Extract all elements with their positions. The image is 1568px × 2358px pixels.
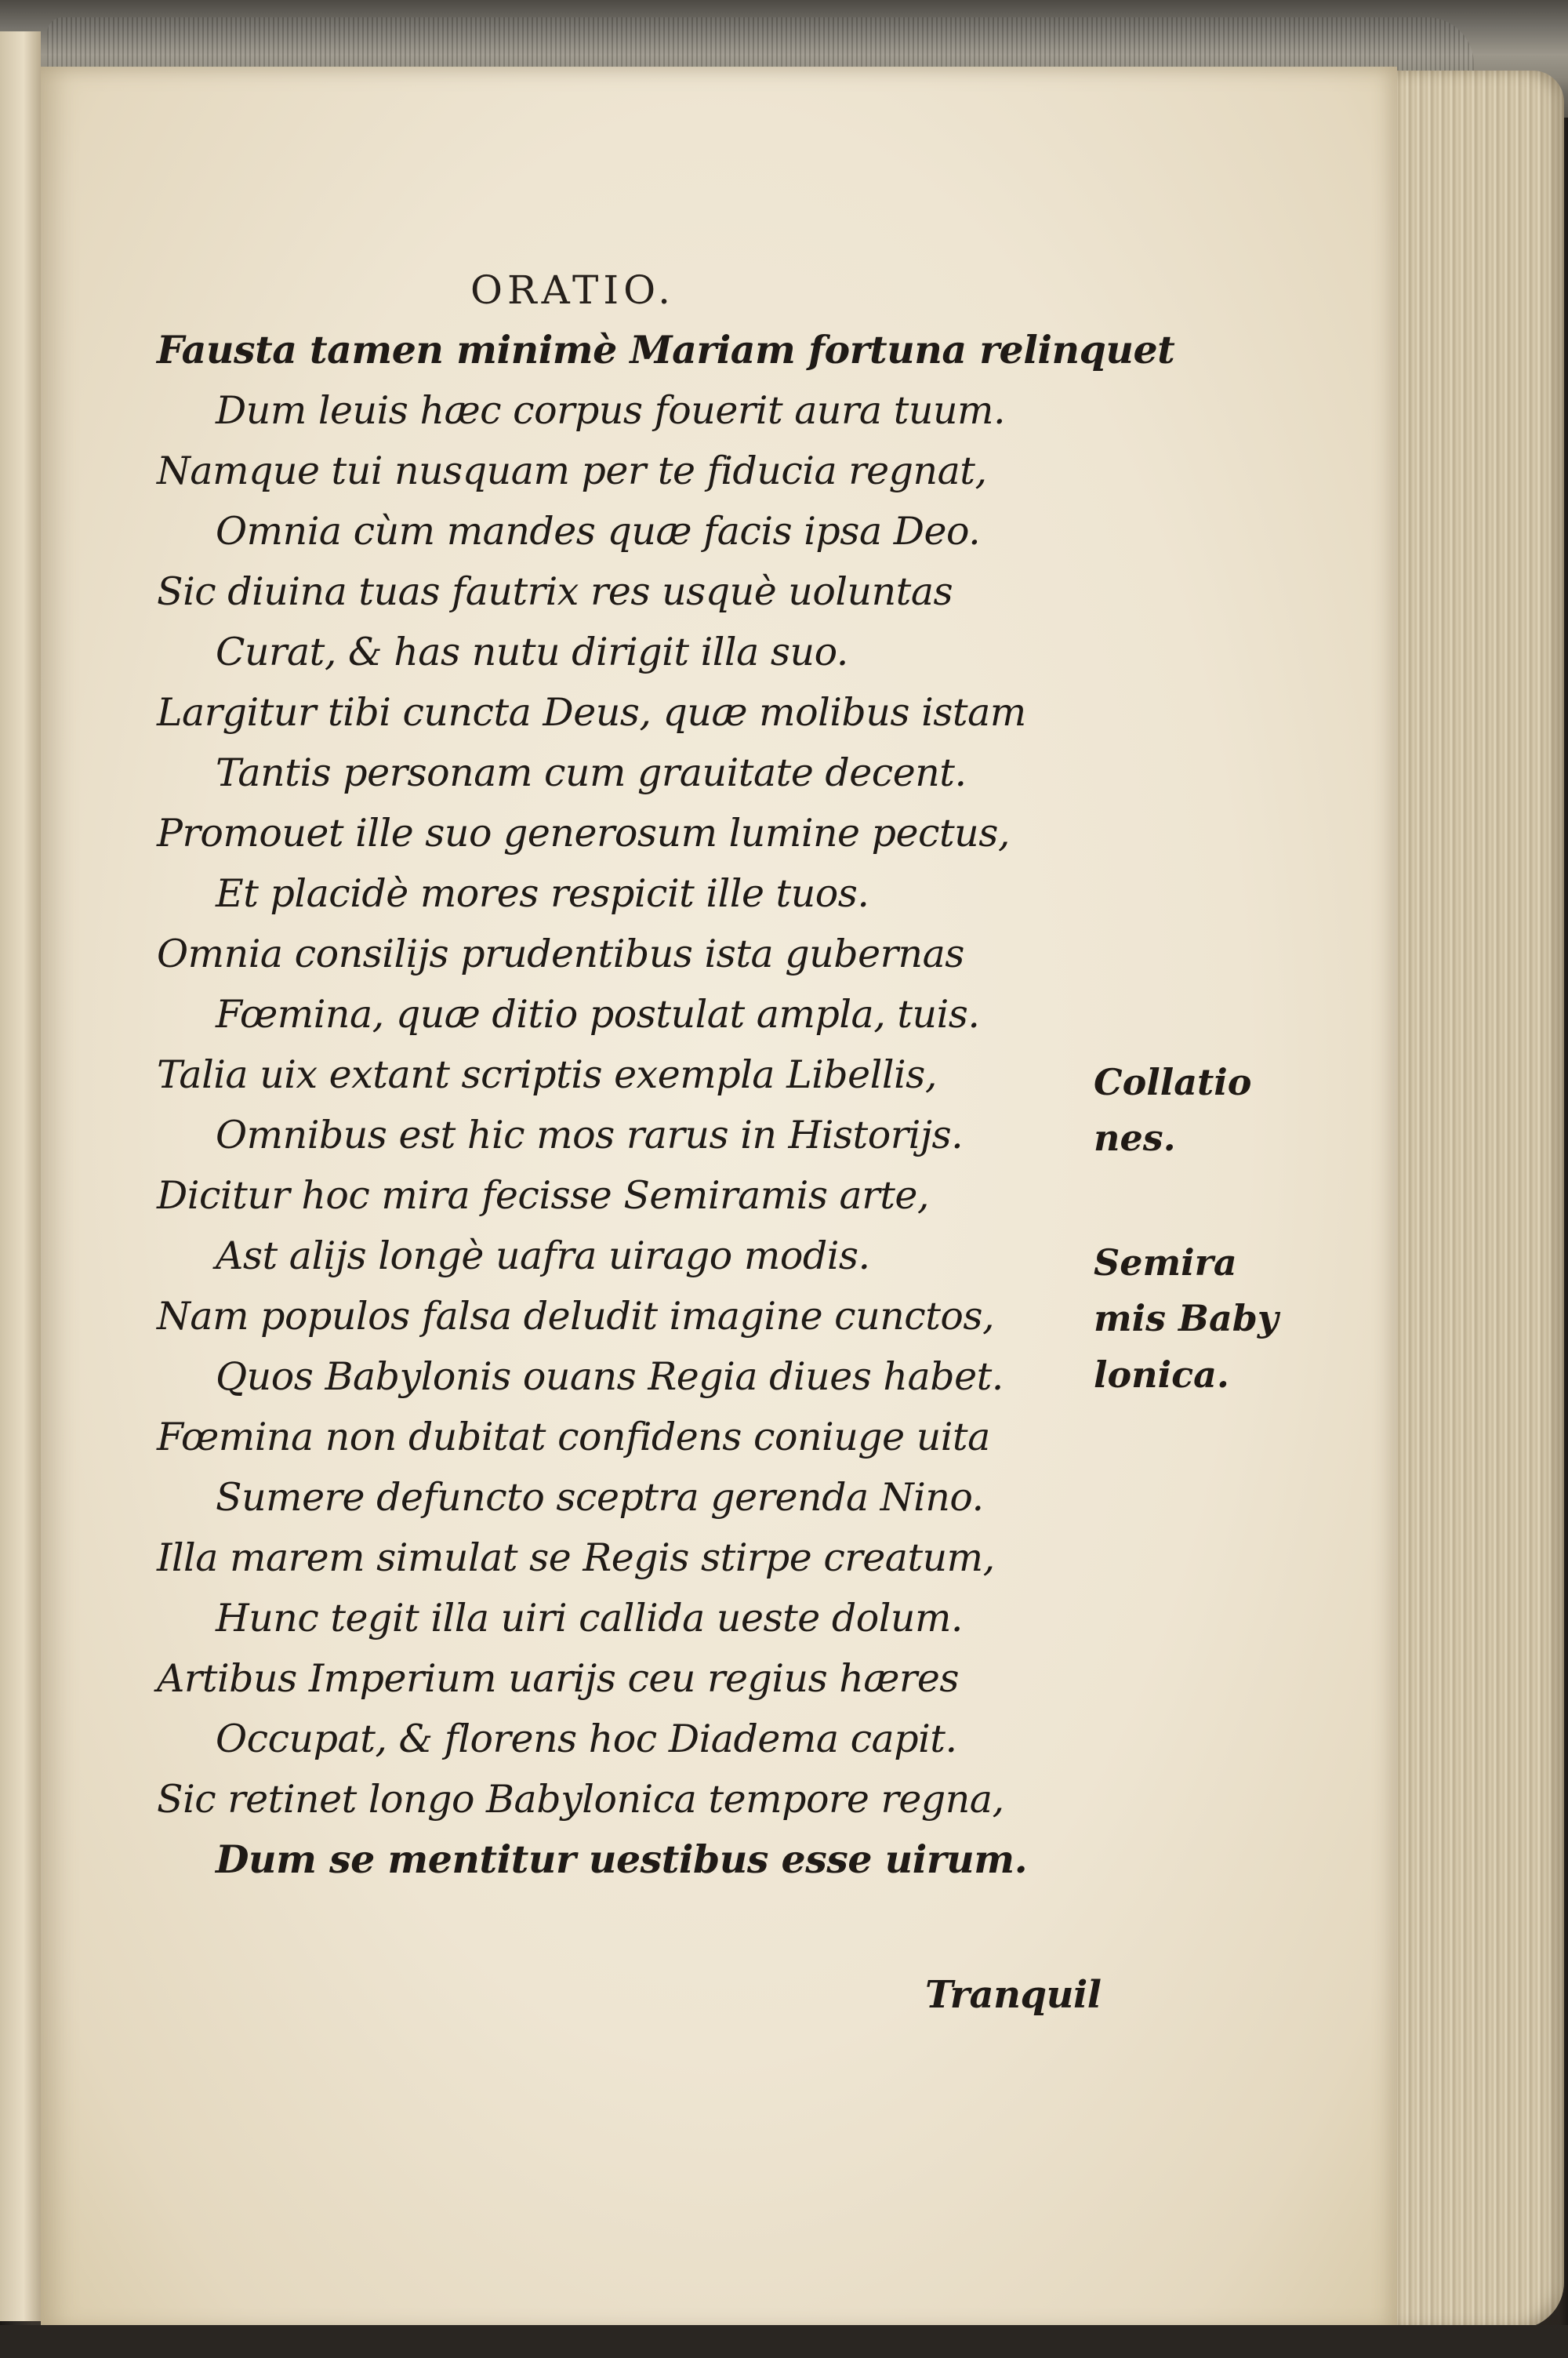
- marginal-note-line: Semira: [1094, 1241, 1237, 1284]
- verse-line: Hunc tegit illa uiri callida ueste dolum.: [216, 1596, 963, 1640]
- verse-line: Ast alijs longè uafra uirago modis.: [216, 1233, 870, 1278]
- verse-line: Dum leuis hæc corpus fouerit aura tuum.: [216, 388, 1006, 433]
- marginal-note-line: Collatio: [1094, 1061, 1252, 1103]
- verse-line: Sumere defuncto sceptra gerenda Nino.: [216, 1475, 984, 1520]
- verso-page-edge: [0, 31, 41, 2321]
- verse-line: Sic retinet longo Babylonica tempore regna,: [157, 1777, 1004, 1822]
- verse-line: Fausta tamen minimè Mariam fortuna relinquet: [157, 327, 1175, 372]
- verse-line: Namque tui nusquam per te fiducia regnat,: [157, 449, 987, 493]
- verse-line: Occupat, & florens hoc Diadema capit.: [216, 1717, 957, 1761]
- verse-line: Illa marem simulat se Regis stirpe creatum,: [157, 1535, 995, 1580]
- verse-line: Dum se mentitur uestibus esse uirum.: [216, 1837, 1028, 1882]
- verse-line: Nam populos falsa deludit imagine cunctos,: [157, 1294, 995, 1339]
- verse-line: Et placidè mores respicit ille tuos.: [216, 871, 869, 916]
- marginal-note-semiramis: [1094, 1235, 1279, 1403]
- verse-line: Fœmina non dubitat confidens coniuge uita: [157, 1415, 990, 1459]
- running-head: ORATIO.: [470, 267, 676, 313]
- verse-line: Tantis personam cum grauitate decent.: [216, 750, 967, 795]
- verse-line: Dicitur hoc mira fecisse Semiramis arte,: [157, 1173, 929, 1218]
- verse-line: Sic diuina tuas fautrix res usquè uoluntas: [157, 569, 953, 614]
- marginal-note-line: mis Baby: [1094, 1297, 1279, 1340]
- verse-line: Omnibus est hic mos rarus in Historijs.: [216, 1113, 964, 1157]
- marginal-note-line: nes.: [1094, 1117, 1176, 1160]
- catchword: Tranquil: [925, 1973, 1102, 2017]
- verse-line: Quos Babylonis ouans Regia diues habet.: [216, 1354, 1004, 1399]
- verse-line: Artibus Imperium uarijs ceu regius hæres: [157, 1656, 959, 1701]
- verse-line: Fœmina, quæ ditio postulat ampla, tuis.: [216, 992, 980, 1037]
- background-bottom: [0, 2325, 1568, 2358]
- fore-edge: [1380, 71, 1564, 2329]
- verse-line: Largitur tibi cuncta Deus, quæ molibus istam: [157, 690, 1026, 735]
- verse-line: Promouet ille suo generosum lumine pectus,: [157, 811, 1010, 856]
- marginal-note-collationes: [1094, 1055, 1251, 1167]
- marginal-note-line: lonica.: [1094, 1353, 1229, 1396]
- verse-line: Talia uix extant scriptis exempla Libellis,: [157, 1052, 937, 1097]
- verse-line: Omnia consilijs prudentibus ista gubernas: [157, 932, 964, 976]
- verse-line: Omnia cùm mandes quæ facis ipsa Deo.: [216, 509, 981, 554]
- verse-line: Curat, & has nutu dirigit illa suo.: [216, 630, 848, 674]
